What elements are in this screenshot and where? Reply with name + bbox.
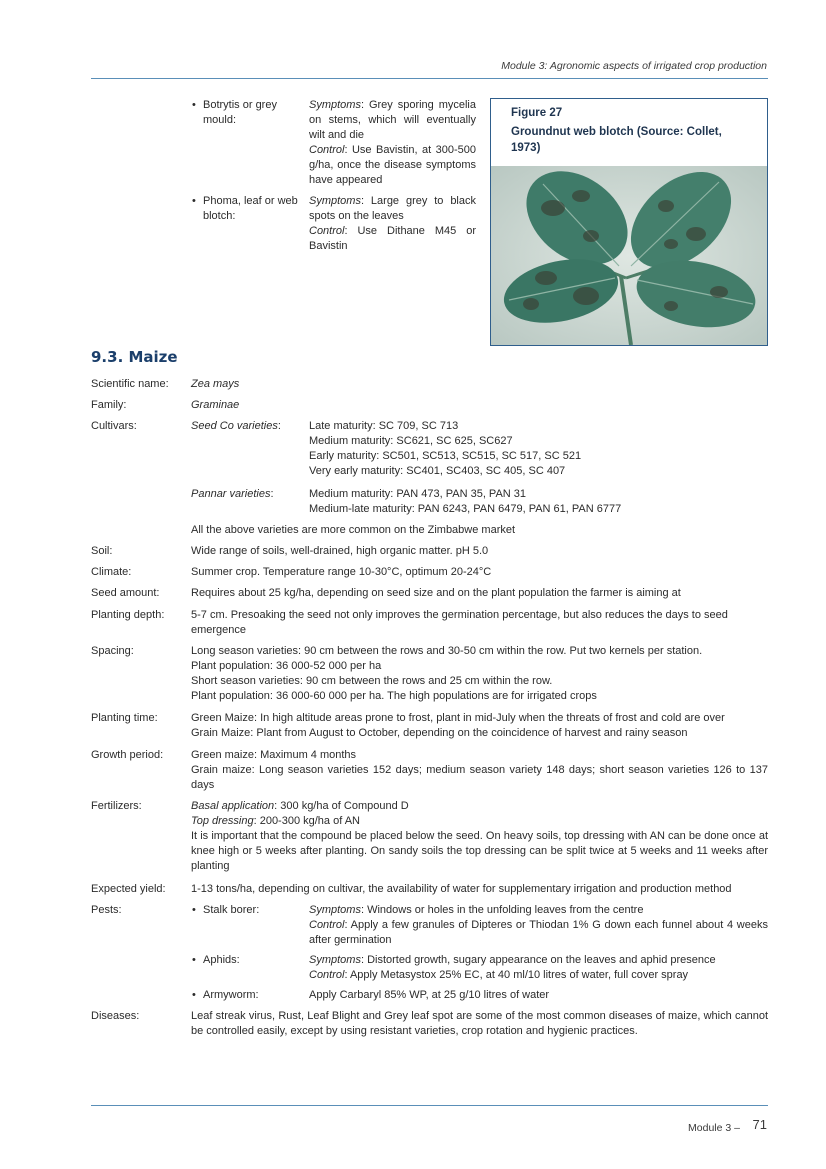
disease-name-phoma: • Phoma, leaf or web blotch: — [203, 194, 298, 224]
disease-desc-botrytis — [309, 98, 476, 188]
figure-27 — [490, 98, 768, 346]
seedco-line: Very early maturity: SC401, SC403, SC 405, SC 407 — [309, 465, 566, 477]
spacing-line: Plant population: 36 000-60 000 per ha. The high populations are for irrigated crops — [191, 690, 597, 702]
control-label: Control — [309, 144, 345, 156]
groundnut-leaf-photo — [491, 166, 767, 345]
seedco-line: Medium maturity: SC621, SC 625, SC627 — [309, 435, 513, 447]
growth-period-value — [191, 748, 768, 793]
scientific-name-value: Zea mays — [191, 378, 240, 390]
climate-label: Climate: — [91, 566, 132, 578]
planting-time-label: Planting time: — [91, 712, 158, 724]
seedco-line: Early maturity: SC501, SC513, SC515, SC 517, SC 521 — [309, 450, 582, 462]
pest-name-armyworm: • Armyworm: — [203, 988, 259, 1003]
seedco-line: Late maturity: SC 709, SC 713 — [309, 420, 459, 432]
cultivars-note: All the above varieties are more common on the Zimbabwe market — [191, 524, 516, 536]
running-header: Module 3: Agronomic aspects of irrigated crop production — [501, 60, 767, 72]
family-label: Family: — [91, 399, 127, 411]
expected-yield-value: 1-13 tons/ha, depending on cultivar, the availability of water for supplementary irrigation and production method — [191, 883, 732, 895]
growth-line: Green maize: Maximum 4 months — [191, 749, 357, 761]
planting-time-value — [191, 711, 768, 741]
pest-desc-stalk-borer: Symptoms: Windows or holes in the unfolding leaves from the centre Control: Apply a few granules of Dipteres or Thiodan 1% G down each funnel about 4 weeks after germination — [309, 904, 768, 946]
pest-name-stalk-borer: • Stalk borer: — [203, 903, 259, 918]
disease-desc-phoma — [309, 194, 476, 254]
control-text: : Use Dithane M45 or Bavistin — [309, 225, 476, 252]
spacing-line: Long season varieties: 90 cm between the rows and 30-50 cm within the row. Put two kernels per station. — [191, 645, 703, 657]
basal-line: Basal application: 300 kg/ha of Compound D — [191, 800, 409, 812]
growth-period-label: Growth period: — [91, 749, 164, 761]
pests-label: Pests: — [91, 904, 122, 916]
family-value: Graminae — [191, 399, 240, 411]
soil-value: Wide range of soils, well-drained, high organic matter. pH 5.0 — [191, 545, 489, 557]
spacing-line: Short season varieties: 90 cm between the rows and 25 cm within the row. — [191, 675, 553, 687]
fertilizers-value — [191, 799, 768, 874]
planting-time-line: Grain Maize: Plant from August to October, depending on the coincidence of harvest and rainy season — [191, 727, 688, 739]
header-rule — [91, 78, 768, 79]
control-text: : Use Bavistin, at 300-500 g/ha, once the disease symptoms have appeared — [309, 144, 476, 186]
seedco-list — [309, 419, 769, 479]
growth-line: Grain maize: Long season varieties 152 days; medium season variety 148 days; short season varieties 126 to 137 days — [191, 764, 768, 791]
diseases-label: Diseases: — [91, 1010, 140, 1022]
spacing-label: Spacing: — [91, 645, 134, 657]
spacing-line: Plant population: 36 000-52 000 per ha — [191, 660, 382, 672]
top-dressing-line: Top dressing: 200-300 kg/ha of AN — [191, 815, 361, 827]
seed-amount-value: Requires about 25 kg/ha, depending on seed size and on the plant population the farmer is aiming at — [191, 587, 681, 599]
diseases-value: Leaf streak virus, Rust, Leaf Blight and Grey leaf spot are some of the most common diseases of maize, which cannot be controlled easily, except by using resistant varieties, crop rotation and hygienic practices. — [191, 1010, 768, 1037]
fertilizer-note: It is important that the compound be placed below the seed. On heavy soils, top dressing with AN can be done once at knee high or 5 weeks after planting. On sandy soils the top dressing can be split twice at 5 weeks and 11 weeks after planting — [191, 830, 768, 872]
figure-label: Figure 27 — [511, 107, 563, 119]
pannar-line: Medium maturity: PAN 473, PAN 35, PAN 31 — [309, 488, 527, 500]
fertilizers-label: Fertilizers: — [91, 800, 142, 812]
symptoms-label: Symptoms — [309, 195, 361, 207]
expected-yield-label: Expected yield: — [91, 883, 166, 895]
pest-desc-aphids: Symptoms: Distorted growth, sugary appearance on the leaves and aphid presence Control: Apply Metasystox 25% EC, at 40 ml/10 litres of water, full cover spray — [309, 954, 716, 981]
seedco-label: Seed Co varieties: — [191, 420, 281, 432]
pannar-line: Medium-late maturity: PAN 6243, PAN 6479, PAN 61, PAN 6777 — [309, 503, 622, 515]
control-label: Control — [309, 225, 345, 237]
soil-label: Soil: — [91, 545, 113, 557]
cultivars-label: Cultivars: — [91, 420, 137, 432]
footer-rule — [91, 1105, 768, 1106]
page-number: 71 — [752, 1117, 767, 1132]
planting-depth-value: 5-7 cm. Presoaking the seed not only improves the germination percentage, but also reduces the days to seed emergence — [191, 609, 728, 636]
symptoms-text: : Large grey to black spots on the leaves — [309, 195, 476, 222]
pest-desc-armyworm: Apply Carbaryl 85% WP, at 25 g/10 litres of water — [309, 989, 550, 1001]
section-heading: 9.3. Maize — [91, 348, 178, 366]
pest-name-aphids: • Aphids: — [203, 953, 240, 968]
spacing-value — [191, 644, 768, 704]
scientific-name-label: Scientific name: — [91, 378, 169, 390]
planting-time-line: Green Maize: In high altitude areas prone to frost, plant in mid-July when the threats of frost and cold are over — [191, 712, 725, 724]
pannar-label: Pannar varieties: — [191, 488, 274, 500]
symptoms-label: Symptoms — [309, 99, 361, 111]
pannar-list — [309, 487, 769, 517]
symptoms-text: : Grey sporing mycelia on stems, which will eventually wilt and die — [309, 99, 476, 141]
planting-depth-label: Planting depth: — [91, 609, 165, 621]
disease-name-botrytis: • Botrytis or grey mould: — [203, 98, 298, 128]
footer-module-label: Module 3 – — [688, 1122, 740, 1134]
climate-value: Summer crop. Temperature range 10-30°C, optimum 20-24°C — [191, 566, 492, 578]
seed-amount-label: Seed amount: — [91, 587, 160, 599]
figure-caption: Groundnut web blotch (Source: Collet, 1973) — [511, 126, 722, 154]
